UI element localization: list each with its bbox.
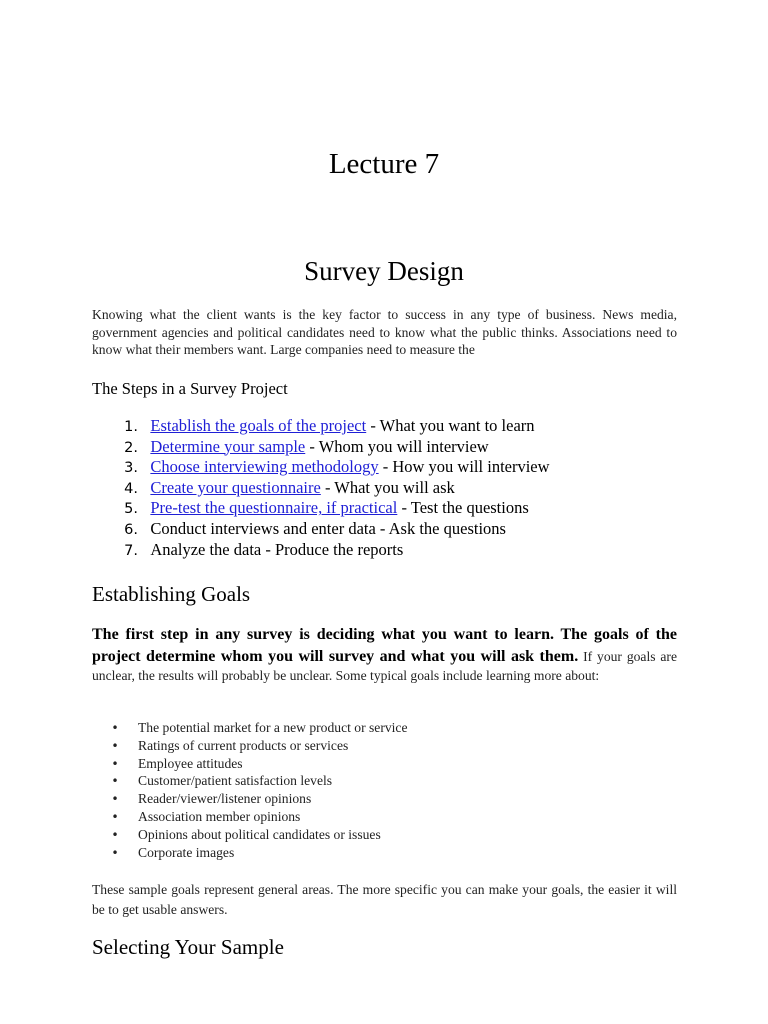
step-item <box>92 519 550 540</box>
list-item: • Corporate images <box>92 844 408 862</box>
goals-list <box>92 719 408 861</box>
goals-rest: If your goals are unclear, the results will probably be unclear. Some typical goals include learning more about: <box>92 648 677 683</box>
document-title: Survey Design <box>304 256 464 286</box>
step-number: 4. <box>124 480 138 497</box>
bullet-icon: • <box>111 756 119 771</box>
bullet-icon: • <box>111 738 119 753</box>
steps-heading: The Steps in a Survey Project <box>92 379 288 398</box>
section-heading-goals: Establishing Goals <box>92 582 251 606</box>
step-link-questionnaire[interactable]: Create your questionnaire <box>150 477 321 497</box>
step-link-pretest[interactable]: Pre-test the questionnaire, if practical <box>150 498 398 518</box>
step-item <box>92 416 550 437</box>
bullet-icon: • <box>111 827 119 842</box>
step-link-sample[interactable]: Determine your sample <box>150 436 306 456</box>
bullet-icon: • <box>111 774 119 789</box>
step-description: - Test the questions <box>397 498 529 518</box>
step-item <box>92 478 550 499</box>
step-text: Conduct interviews and enter data - Ask the questions <box>150 518 506 538</box>
step-item <box>92 540 550 561</box>
step-description: - What you want to learn <box>366 416 535 435</box>
lecture-title: Lecture 7 <box>328 148 440 180</box>
step-description: - What you will ask <box>320 477 455 497</box>
list-item: • Employee attitudes <box>92 755 408 773</box>
list-item: • Opinions about political candidates or issues <box>92 826 408 844</box>
step-item <box>92 457 550 478</box>
step-number: 6. <box>124 521 138 538</box>
bullet-icon: • <box>111 792 119 807</box>
step-link-methodology[interactable]: Choose interviewing methodology <box>150 457 379 477</box>
step-number: 7. <box>124 542 138 559</box>
steps-list <box>92 416 550 560</box>
step-text: Analyze the data - Produce the reports <box>150 539 404 559</box>
closing-paragraph: These sample goals represent general areas. The more specific you can make your goals, the easier it will be to get usable answers. <box>92 882 677 917</box>
step-item <box>92 498 550 519</box>
step-number: 1. <box>124 419 138 435</box>
step-description: - How you will interview <box>378 457 550 477</box>
intro-paragraph: Knowing what the client wants is the key factor to success in any type of business. News media, government agencies and political candidates need to know what the public thinks. Associations need to know what their members want. Large companies need to measure the <box>92 307 677 358</box>
goals-lead: The first step in any survey is deciding what you want to learn. The goals of the project determine whom you will survey and what you will ask them. <box>92 626 677 665</box>
step-link-goals[interactable]: Establish the goals of the project <box>150 416 367 435</box>
step-description: - Whom you will interview <box>305 436 489 456</box>
section-heading-sample: Selecting Your Sample <box>92 935 284 959</box>
list-item: • Reader/viewer/listener opinions <box>92 790 408 808</box>
list-item: • Customer/patient satisfaction levels <box>92 772 408 790</box>
goals-paragraph <box>92 624 677 685</box>
list-item: • Association member opinions <box>92 808 408 826</box>
list-item: • The potential market for a new product or service <box>92 719 408 737</box>
bullet-icon: • <box>111 845 119 860</box>
step-number: 2. <box>124 439 138 456</box>
step-number: 3. <box>124 460 138 477</box>
list-item: • Ratings of current products or services <box>92 737 408 755</box>
bullet-icon: • <box>111 809 119 824</box>
step-number: 5. <box>124 501 138 518</box>
bullet-icon: • <box>111 721 119 735</box>
step-item <box>92 437 550 458</box>
